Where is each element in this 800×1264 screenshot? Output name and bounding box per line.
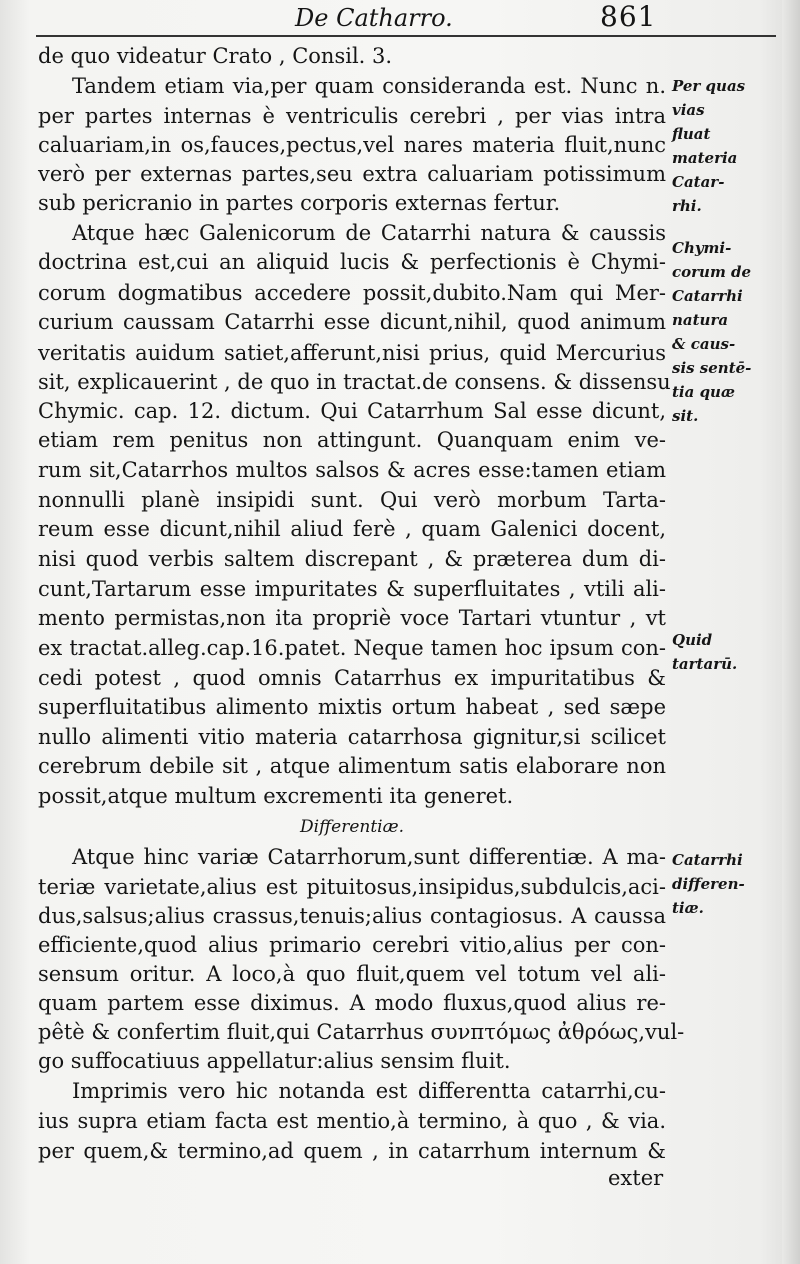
text-line: Imprimis vero hic notanda est differentta catarrhi,cu-	[72, 1079, 666, 1103]
text-line: efficiente,quod alius primario cerebri vitio,alius per con-	[38, 933, 666, 957]
margin-note-line: sis sentē-	[672, 359, 752, 377]
text-line: nisi quod verbis saltem discrepant , & præterea dum di-	[38, 547, 666, 571]
text-line: de quo videatur Crato , Consil. 3.	[38, 44, 393, 68]
text-line: sit, explicauerint , de quo in tractat.de consens. & dissensu	[38, 370, 671, 394]
text-line: possit,atque multum excrementi ita generet.	[38, 784, 514, 808]
text-line: curium caussam Catarrhi esse dicunt,nihil, quod animum	[38, 310, 666, 334]
margin-note-line: Quid	[672, 631, 713, 649]
text-line: sensum oritur. A loco,à quo fluit,quem vel totum vel ali-	[38, 962, 666, 986]
text-line: doctrina est,cui an aliquid lucis & perfectionis è Chymi-	[38, 250, 666, 274]
text-line: dus,salsus;alius crassus,tenuis;alius contagiosus. A caussa	[38, 904, 666, 928]
header-rule	[36, 35, 776, 37]
text-line: per partes internas è ventriculis cerebri , per vias intra	[38, 104, 666, 128]
text-line: mento permistas,non ita propriè voce Tartari vtuntur , vt	[38, 606, 666, 630]
text-line: reum esse dicunt,nihil aliud ferè , quam Galenici docent,	[38, 517, 666, 541]
margin-note-line: Catarrhi	[672, 851, 743, 869]
text-line: nonnulli planè insipidi sunt. Qui verò morbum Tarta-	[38, 488, 666, 512]
margin-note-line: Catarrhi	[672, 287, 743, 305]
text-line: quam partem esse diximus. A modo fluxus,quod alius re-	[38, 991, 666, 1015]
margin-note-line: tartarū.	[672, 655, 738, 673]
text-line: cedi potest , quod omnis Catarrhus ex impuritatibus &	[38, 666, 666, 690]
section-heading: Differentiæ.	[300, 817, 404, 837]
margin-note-line: vias	[672, 101, 705, 119]
text-line: sub pericranio in partes corporis externas fertur.	[38, 191, 561, 215]
text-line: superfluitatibus alimento mixtis ortum habeat , sed sæpe	[38, 695, 666, 719]
text-line: ius supra etiam facta est mentio,à termino, à quo , & via.	[38, 1109, 666, 1133]
text-line: cunt,Tartarum esse impuritates & superfluitates , vtili ali-	[38, 577, 666, 601]
margin-note-tartarum	[672, 628, 790, 676]
margin-note-vias	[672, 74, 790, 218]
text-line: nullo alimenti vitio materia catarrhosa gignitur,si scilicet	[38, 725, 666, 749]
page-header	[0, 0, 800, 40]
text-line: ex tractat.alleg.cap.16.patet. Neque tamen hoc ipsum con-	[38, 636, 666, 660]
text-line: etiam rem penitus non attingunt. Quanquam enim ve-	[38, 428, 666, 452]
text-line: go suffocatiuus appellatur:alius sensim fluit.	[38, 1049, 511, 1073]
margin-note-line: tiæ.	[672, 899, 704, 917]
text-line: Tandem etiam via,per quam consideranda est. Nunc n.	[72, 74, 666, 98]
margin-note-line: & caus-	[672, 335, 736, 353]
text-line: pêtè & confertim fluit,qui Catarrhus συνπτόμως ἀθρόως,vul-	[38, 1020, 685, 1044]
margin-note-line: tia quæ	[672, 383, 735, 401]
catchword: exter	[608, 1166, 664, 1190]
running-title: De Catharro.	[295, 4, 453, 32]
margin-note-line: Per quas	[672, 77, 746, 95]
text-line: Chymic. cap. 12. dictum. Qui Catarrhum Sal esse dicunt,	[38, 399, 666, 423]
text-line: caluariam,in os,fauces,pectus,vel nares materia fluit,nunc	[38, 133, 666, 157]
margin-note-line: Chymi-	[672, 239, 732, 257]
margin-note-line: materia	[672, 149, 738, 167]
text-line: teriæ varietate,alius est pituitosus,insipidus,subdulcis,aci-	[38, 875, 666, 899]
text-line: rum sit,Catarrhos multos salsos & acres esse:tamen etiam	[38, 458, 666, 482]
margin-note-line: natura	[672, 311, 729, 329]
margin-note-line: differen-	[672, 875, 745, 893]
page-number: 861	[600, 0, 657, 33]
margin-note-line: corum de	[672, 263, 752, 281]
margin-note-line: Catar-	[672, 173, 725, 191]
margin-note-line: sit.	[672, 407, 699, 425]
text-line: cerebrum debile sit , atque alimentum satis elaborare non	[38, 754, 666, 778]
margin-note-line: fluat	[672, 125, 711, 143]
margin-note-differentiae	[672, 848, 790, 920]
text-line: corum dogmatibus accedere possit,dubito.Nam qui Mer-	[38, 281, 666, 305]
text-line: veritatis auidum satiet,afferunt,nisi prius, quid Mercurius	[38, 341, 666, 365]
text-line: Atque hinc variæ Catarrhorum,sunt differentiæ. A ma-	[72, 845, 666, 869]
text-line: per quem,& termino,ad quem , in catarrhum internum &	[38, 1139, 666, 1163]
text-line: verò per externas partes,seu extra caluariam potissimum	[38, 162, 666, 186]
text-line: Atque hæc Galenicorum de Catarrhi natura & caussis	[72, 221, 666, 245]
margin-note-chymicorum	[672, 236, 790, 428]
margin-note-line: rhi.	[672, 197, 702, 215]
